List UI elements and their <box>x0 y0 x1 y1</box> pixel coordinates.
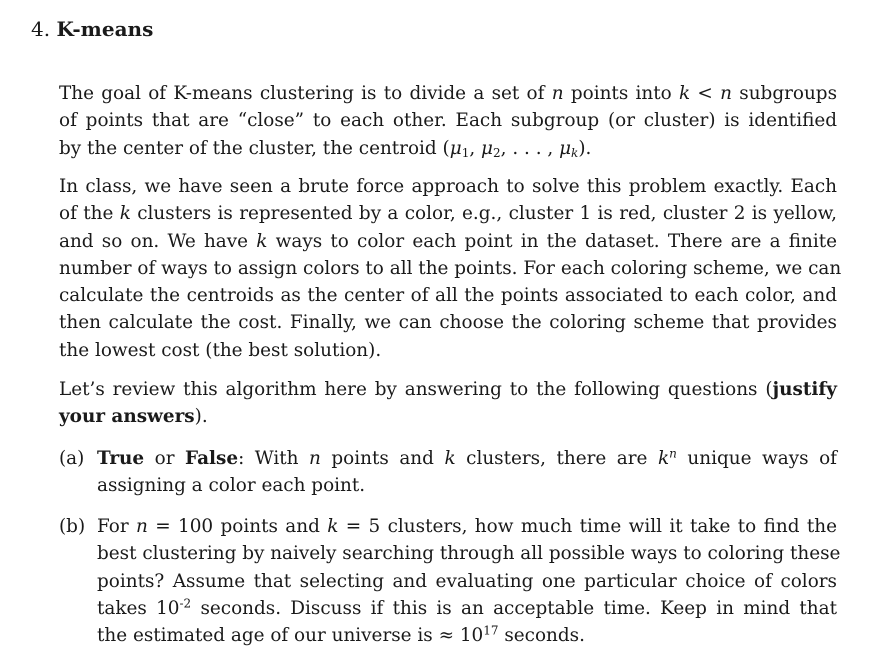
text-line: and so on. We have k ways to color each point in the dataset. There are a finite <box>59 230 838 252</box>
text-run: ). <box>194 406 208 428</box>
bold-true: True <box>97 448 145 469</box>
text-line: best clustering by naively searching through all possible ways to coloring these <box>97 543 841 565</box>
text-line: number of ways to assign colors to all the points. For each coloring scheme, we can <box>59 257 842 279</box>
text-line: then calculate the cost. Finally, we can choose the coloring scheme that provides <box>59 312 837 334</box>
question-label: (b) <box>59 516 86 537</box>
text-line: points? Assume that selecting and evaluating one particular choice of colors <box>97 570 837 592</box>
text-line: of points that are “close” to each other. Each subgroup (or cluster) is identified <box>59 110 837 132</box>
text-line: the lowest cost (the best solution). <box>59 339 382 361</box>
text-run: or <box>154 448 175 469</box>
question-b <box>59 513 841 649</box>
text-line: calculate the centroids as the center of all the points associated to each color, and <box>59 285 837 307</box>
question-a <box>59 445 837 500</box>
text-line: the estimated age of our universe is ≈ $10^{17}$ seconds. <box>97 623 585 647</box>
bold-justify: justify <box>772 379 837 400</box>
instructions-paragraph <box>59 376 837 431</box>
bold-false: False <box>185 448 239 469</box>
text-line: by the center of the cluster, the centroid ($\mu_1$, $\mu_2$, . . . , $\mu_k$). <box>59 137 592 160</box>
text-line <box>97 445 837 472</box>
section-title: K-means <box>56 17 154 41</box>
question-label: (a) <box>59 448 85 469</box>
text-line: The goal of K-means clustering is to divide a set of n points into k < n subgroups <box>59 83 838 104</box>
text-line: of the k clusters is represented by a color, e.g., cluster 1 is red, cluster 2 is yellow, <box>59 203 837 225</box>
method-paragraph <box>59 173 842 364</box>
text-line <box>59 376 837 403</box>
text-line: assigning a color each point. <box>97 475 366 497</box>
text-line <box>59 403 837 430</box>
text-line: For n = 100 points and k = 5 clusters, how much time will it take to find the <box>97 516 837 537</box>
intro-paragraph <box>59 80 837 162</box>
text-run: : With n points and k clusters, there are $k^n$ unique ways of <box>238 446 837 469</box>
text-line: In class, we have seen a brute force approach to solve this problem exactly. Each <box>59 176 837 197</box>
text-line: takes $10^{-2}$ seconds. Discuss if this is an acceptable time. Keep in mind that <box>97 596 837 619</box>
section-heading <box>31 16 153 42</box>
text-run: Let’s review this algorithm here by answering to the following questions ( <box>59 379 773 400</box>
section-number: 4. <box>31 17 51 41</box>
bold-answers: your answers <box>59 406 195 428</box>
